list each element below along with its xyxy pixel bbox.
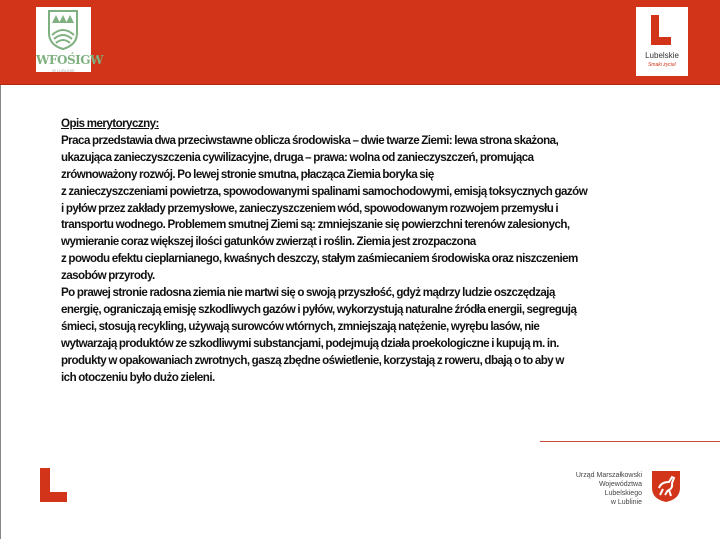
office-line: w Lublinie (610, 499, 642, 506)
text-line: zasobów przyrody. (61, 269, 155, 283)
footer-divider (540, 441, 720, 442)
text-line: zrównoważony rozwój. Po lewej stronie smutna, płacząca Ziemia boryka się (61, 167, 434, 181)
header-band (0, 0, 720, 85)
lubelskie-logo-text: Lubelskie (645, 51, 679, 60)
wfosigw-logo (36, 7, 103, 73)
text-line: wytwarzają produktów ze szkodliwymi substancjami, podejmują działa proekologiczne i kupują m. in. (61, 336, 559, 350)
description-title: Opis merytoryczny: (61, 117, 159, 130)
text-line: transportu wodnego. Problemem smutnej Ziemi są: zmniejszanie się powierzchni terenów zalesionych, (61, 218, 570, 232)
lublin-coat-of-arms-icon (651, 470, 681, 503)
text-line: ukazująca zanieczyszczenia cywilizacyjne, druga – prawa: wolna od zanieczyszczeń, promująca (61, 150, 534, 164)
text-line: śmieci, stosują recykling, używają surowców wtórnych, zmniejszają natężenie, wyrębu lasów, nie (61, 319, 540, 333)
wfosigw-logo-subtitle: W LUBLINIE (52, 68, 75, 73)
office-line: Województwa Lubelskiego (598, 481, 642, 497)
description-text (61, 116, 661, 387)
lubelskie-logo-tagline: Smaki życia! (647, 62, 677, 68)
text-line: Po prawej stronie radosna ziemia nie martwi się o swoją przyszłość, gdyż mądrzy ludzie oszczędzają (61, 286, 555, 300)
text-line: energię, ograniczają emisję szkodliwych gazów i pyłów, wykorzystują naturalne źródła energii, segregują (61, 302, 577, 316)
text-line: z powodu efektu cieplarnianego, kwaśnych deszczy, stałym zaśmiecaniem środowiska oraz niszczeniem (61, 252, 578, 266)
office-name (560, 471, 642, 507)
wfosigw-logo-text: WFOŚIGW (36, 53, 103, 67)
lubelskie-l-icon (40, 468, 67, 502)
text-line: z zanieczyszczeniami powietrza, spowodowanymi spalinami samochodowymi, emisją toksycznych gazów (61, 184, 588, 198)
lubelskie-logo (636, 7, 688, 76)
text-line: produkty w opakowaniach zwrotnych, gaszą zbędne oświetlenie, korzystają z roweru, dbają o to aby w (61, 353, 564, 367)
office-line: Urząd Marszałkowski (575, 472, 642, 479)
text-line: wymieranie coraz większej ilości gatunków zwierząt i roślin. Ziemia jest zrozpaczona (61, 235, 476, 249)
forest-crest-icon (46, 9, 80, 51)
text-line: ich otoczeniu było dużo zieleni. (61, 370, 215, 384)
text-line: i pyłów przez zakłady przemysłowe, zanieczyszczeniem wód, spowodowanym rozwojem przemysłu i (61, 201, 559, 215)
lubelskie-l-icon (649, 15, 673, 47)
text-line: Praca przedstawia dwa przeciwstawne oblicza środowiska – dwie twarze Ziemi: lewa strona skażona, (61, 133, 559, 147)
